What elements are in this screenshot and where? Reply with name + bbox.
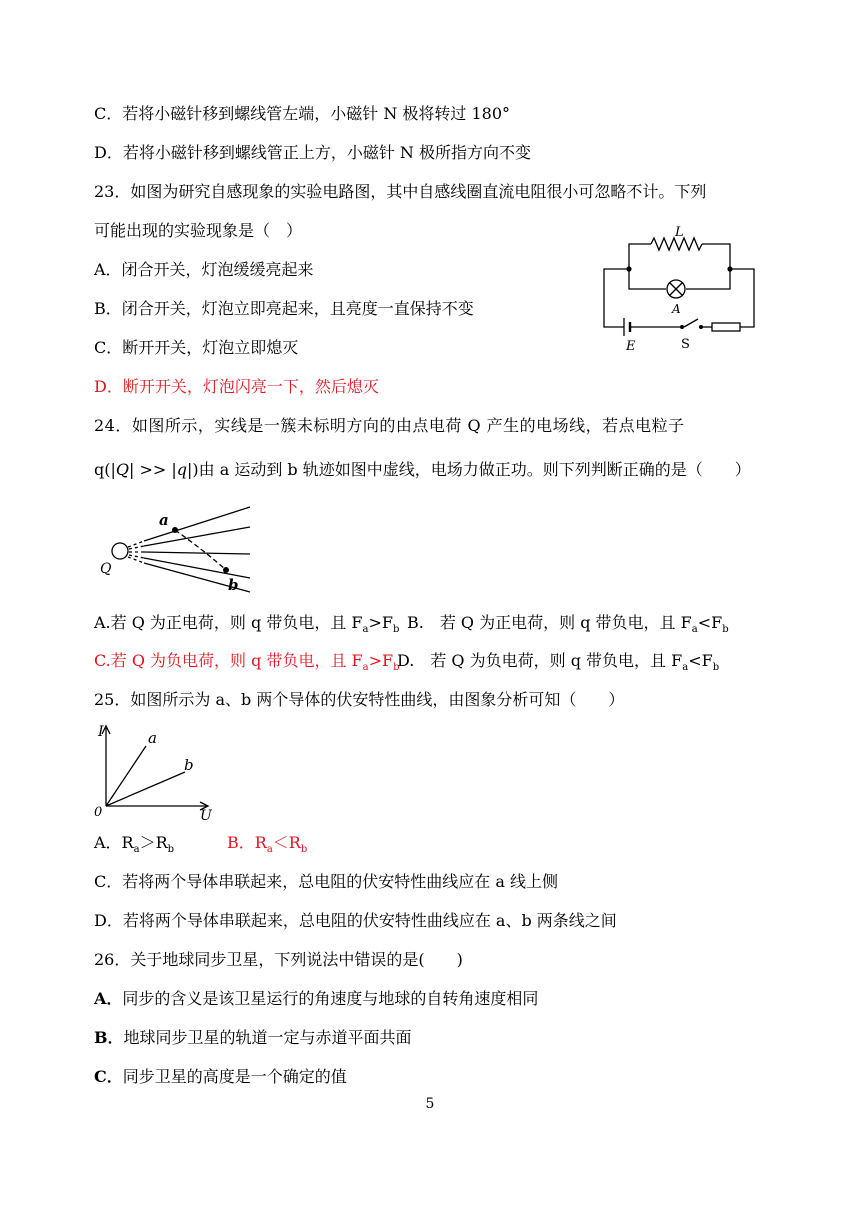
- battery-label: E: [626, 339, 636, 354]
- q26-stem: [94, 949, 463, 971]
- q26c-label: C．: [94, 1067, 123, 1086]
- resistor-symbol: [712, 323, 740, 331]
- lamp-label: A: [672, 302, 681, 316]
- curve-b-label: b: [184, 756, 194, 774]
- q24-stem-line2: [94, 459, 751, 481]
- subscript-a: a: [133, 844, 140, 855]
- q24b-text: B. 若 Q 为正电荷，则 q 带负电，且 F: [407, 613, 692, 632]
- q24a-text: A.若 Q 为正电荷，则 q 带负电，且 F: [94, 613, 363, 632]
- point-a-label: a: [159, 511, 169, 529]
- subscript-b: b: [167, 844, 175, 855]
- subscript-b: b: [712, 662, 720, 673]
- q24d-text: D. 若 Q 为负电荷，则 q 带负电，且 F: [397, 651, 683, 670]
- q26-option-c: [94, 1066, 347, 1088]
- q22-option-c: C．若将小磁针移到螺线管左端，小磁针 N 极将转过 180°: [94, 104, 511, 123]
- iu-characteristic-graph: [90, 720, 230, 824]
- q26a-text: 同步的含义是该卫星运行的角速度与地球的自转角速度相同: [122, 989, 539, 1008]
- axis-i-label: I: [98, 724, 104, 740]
- q23-option-a: A．闭合开关，灯泡缓缓亮起来: [94, 260, 314, 279]
- q25-stem: 25．如图所示为 a、b 两个导体的伏安特性曲线，由图象分析可知（ ）: [94, 690, 625, 709]
- q24-option-c-answer: [94, 650, 400, 679]
- q26-stem-text: 26．关于地球同步卫星，下列说法中错误的是( ): [94, 950, 463, 969]
- q24-option-b: [407, 612, 729, 641]
- q26b-text: 地球同步卫星的轨道一定与赤道平面共面: [123, 1028, 412, 1047]
- axis-u-label: U: [200, 808, 212, 824]
- q25-option-b-answer: [227, 832, 307, 861]
- q24-option-a: [94, 612, 399, 641]
- switch-lever: [684, 319, 698, 327]
- q25a-text: A．R: [94, 833, 134, 852]
- q24a-relation: >F: [368, 613, 394, 632]
- point-charge-q: [112, 543, 128, 559]
- q23-option-b: B．闭合开关，灯泡立即亮起来，且亮度一直保持不变: [94, 299, 474, 318]
- inductor-label: L: [675, 225, 684, 240]
- switch-label: S: [681, 337, 690, 352]
- q23-option-c: C．断开开关，灯泡立即熄灭: [94, 338, 299, 357]
- q24-stem-suffix: )由 a 运动到 b 轨迹如图中虚线，电场力做正功。则下列判断正确的是（ ）: [192, 460, 751, 479]
- q25-option-a: [94, 832, 174, 861]
- subscript-a: a: [362, 662, 369, 673]
- q26-option-b: [94, 1027, 412, 1049]
- subscript-a: a: [691, 624, 698, 635]
- q26c-text: 同步卫星的高度是一个确定的值: [122, 1067, 347, 1086]
- q24-stem-prefix: q(: [94, 460, 111, 479]
- page-number: 5: [425, 1096, 435, 1112]
- q24c-text: C.若 Q 为负电荷，则 q 带负电，且 F: [94, 651, 363, 670]
- q23-stem-line1: 23．如图为研究自感现象的实验电路图，其中自感线圈直流电阻很小可忽略不计。下列: [94, 182, 707, 201]
- electric-field-lines-diagram: [98, 500, 258, 606]
- q24d-relation: <F: [688, 651, 713, 670]
- q26-option-a: [94, 988, 538, 1010]
- q24b-relation: <F: [697, 613, 723, 632]
- subscript-b: b: [393, 662, 400, 673]
- curve-a-label: a: [148, 729, 157, 747]
- subscript-a: a: [266, 844, 273, 855]
- subscript-a: a: [682, 662, 689, 673]
- q24-stem-line1: 24．如图所示，实线是一簇未标明方向的由点电荷 Q 产生的电场线，若点电粒子: [94, 416, 685, 435]
- q25b-relation: ＜R: [272, 833, 301, 852]
- q24c-relation: >F: [368, 651, 394, 670]
- point-b-label: b: [228, 576, 239, 594]
- q25b-text: B．R: [227, 833, 267, 852]
- subscript-b: b: [393, 624, 400, 635]
- q25-option-c: C．若将两个导体串联起来，总电阻的伏安特性曲线应在 a 线上侧: [94, 872, 558, 891]
- q24-option-d: [397, 650, 719, 679]
- subscript-b: b: [722, 624, 729, 635]
- q25a-relation: ＞R: [139, 833, 168, 852]
- subscript-a: a: [362, 624, 369, 635]
- q26b-label: B．: [94, 1028, 124, 1047]
- subscript-b: b: [300, 844, 308, 855]
- q26a-label: A．: [94, 989, 123, 1008]
- q25-option-d: D．若将两个导体串联起来，总电阻的伏安特性曲线应在 a、b 两条线之间: [94, 911, 617, 930]
- charge-magnitude-formula: |Q| >> |q|: [110, 460, 193, 479]
- q23-stem-line2: 可能出现的实验现象是（ ）: [94, 221, 303, 240]
- q22-option-d: D．若将小磁针移到螺线管正上方，小磁针 N 极所指方向不变: [94, 143, 532, 162]
- charge-q-label: Q: [100, 561, 112, 577]
- q23-option-d-answer: D．断开开关，灯泡闪亮一下，然后熄灭: [94, 377, 379, 396]
- self-induction-circuit-diagram: [596, 222, 766, 354]
- origin-label: 0: [94, 805, 103, 820]
